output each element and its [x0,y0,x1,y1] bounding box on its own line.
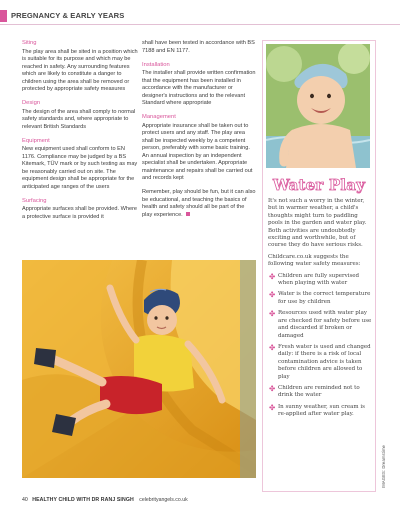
list-item-text: Children are reminded not to drink the water [278,384,360,399]
heading-management: Management [142,114,176,120]
photo-baby-in-water-illustration [266,44,370,168]
bullet-icon: ✤ [269,402,276,412]
heading-design: Design [22,100,41,106]
bullet-icon: ✤ [269,342,276,352]
sidebar-body [268,198,372,423]
paragraph-equipment: New equipment used shall conform to EN 1176. Compliance may be judged by a BS Kitemark, TÜV mark or by such testing as may be reasonably carried out on site. The equipment design shall be appropriate for the anticipated age ranges of the users [22,146,138,190]
paragraph-design: The design of the area shall comply to normal safety standards and, where appropriate to relevant British Standards [22,108,136,130]
list-item [268,291,372,306]
list-item-text: Resources used with water play are checked for safety before use and discarded if broken or damaged [278,310,372,339]
photo-child-on-slide-illustration [22,260,256,478]
bullet-icon: ✤ [269,290,276,300]
heading-installation: Installation [142,61,170,68]
end-mark [186,212,190,216]
bullet-icon: ✤ [269,271,276,281]
list-item [268,310,372,340]
paragraph-siting: The play area shall be sited in a position which is suitable for its purpose and which may be reached in safety. Any surrounding features which are likely to constitute a danger to children using the area shall be removed or protected by appropriate safety measures [22,48,138,92]
section-header [0,10,400,24]
water-safety-list [268,273,372,419]
list-item [268,404,372,419]
paragraph-continued: shall have been tested in accordance with BS 7188 and EN 1177. [142,40,255,54]
heading-siting: Siting [22,40,37,46]
list-item-text: Children are fully supervised when playing with water [278,272,360,287]
list-item [268,273,372,288]
paragraph-installation: The installer shall provide written confirmation that the equipment has been installed in accordance with the manufacturer or designer's instructions and to the relevant Standard where appropriate [142,70,256,106]
heading-equipment: Equipment [22,137,50,144]
closing-text: Remember, play should be fun, but it can also be educational, and teaching the basics of health and safety should all be part of the play experience. [142,189,256,218]
bullet-icon: ✤ [269,383,276,393]
article-column-right [142,40,256,226]
page-footer [22,497,188,503]
photo-child-on-slide [22,260,256,478]
magazine-title: HEALTHY CHILD WITH DR RANJ SINGH [32,497,134,503]
bullet-icon: ✤ [269,309,276,319]
list-item [268,344,372,381]
list-item-text: Fresh water is used and changed daily: if there is a risk of local contamination advice is taken before children are allowed to play [278,343,371,380]
sidebar-title: Water Play [272,176,366,194]
paragraph-closing [142,189,256,219]
sidebar-intro: It's not such a worry in the winter, but in warmer weather, a child's thoughts might turn to paddling pools in the garden and water play. Both activities are undoubtedly exciting and worthwhile, but of course they do have serious risks. [268,198,367,249]
website-link[interactable]: celebrityangels.co.uk [139,497,188,503]
list-item-text: In sunny weather, sun cream is re-applied after water play. [278,403,365,418]
section-title: PREGNANCY & EARLY YEARS [11,11,125,20]
sidebar-lead: Childcare.co.uk suggests the following water safety measures: [268,253,361,268]
paragraph-surfacing: Appropriate surfaces shall be provided. Where a protective surface is provided it [22,206,138,220]
heading-surfacing: Surfacing [22,197,47,204]
paragraph-management: Appropriate insurance shall be taken out to protect users and any staff. The play area shall be inspected weekly by a competent person, preferably with some basic training. An annual inspection by an independent specialist shall be undertaken. Appropriate maintenance and repairs shall be carried out and records kept [142,122,253,181]
header-accent-bar [0,10,7,22]
header-rule [0,24,400,25]
image-credit: IMAGES: Dreamstime [381,445,386,488]
article-column-left [22,40,138,228]
list-item [268,385,372,400]
photo-baby-in-water [266,44,370,168]
list-item-text: Water is the correct temperature for use by children [278,291,371,305]
page-number: 40 [22,497,28,503]
